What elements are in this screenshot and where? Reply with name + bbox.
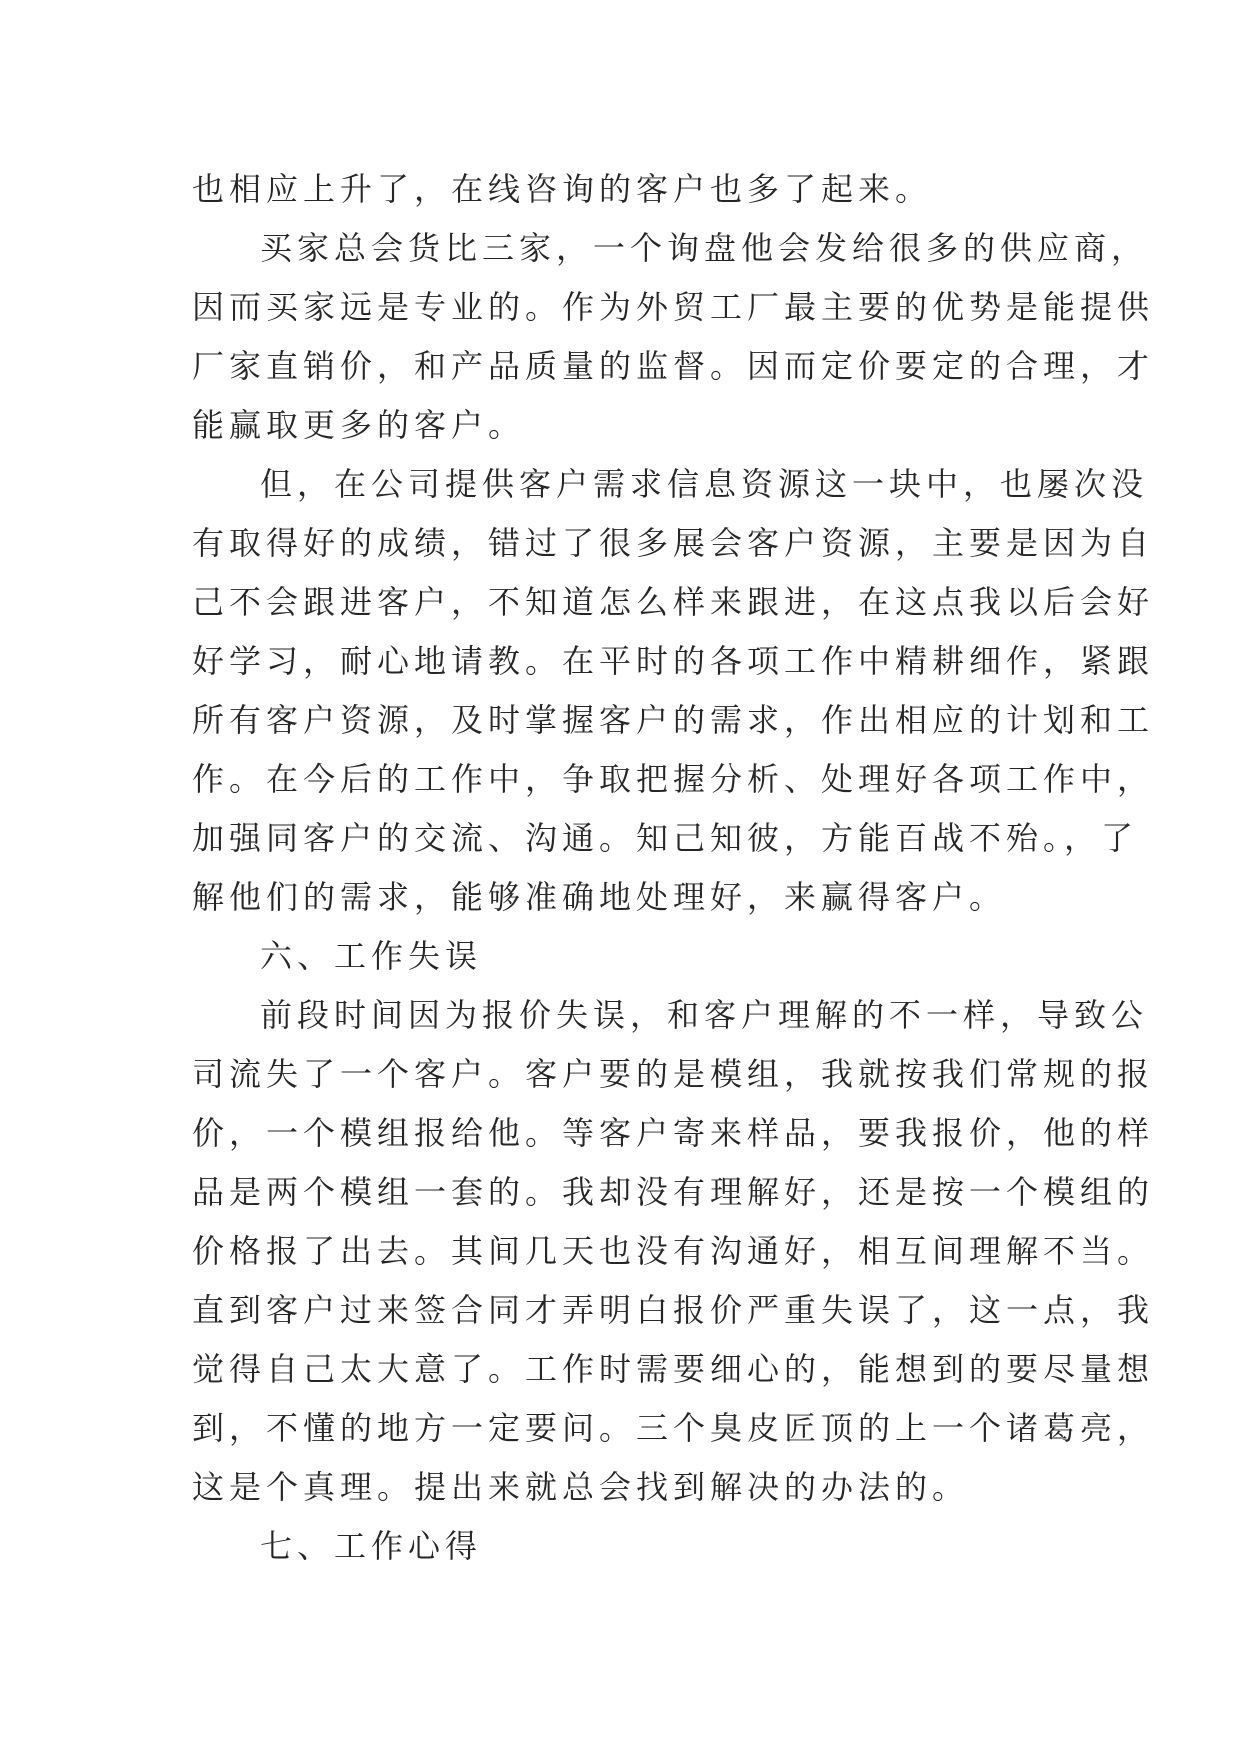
text-line: 好学习，耐心地请教。在平时的各项工作中精耕细作，紧跟: [192, 642, 1155, 680]
text-line: 司流失了一个客户。客户要的是模组，我就按我们常规的报: [192, 1055, 1155, 1093]
text-line: 这是个真理。提出来就总会找到解决的办法的。: [192, 1468, 970, 1506]
text-line: 价，一个模组报给他。等客户寄来样品，要我报价，他的样: [192, 1114, 1155, 1152]
document-body: [192, 160, 1155, 1576]
text-line: 作。在今后的工作中，争取把握分析、处理好各项工作中，: [192, 760, 1155, 798]
paragraph-start-line: 买家总会货比三家，一个询盘他会发给很多的供应商，: [260, 229, 1149, 267]
text-line: 所有客户资源，及时掌握客户的需求，作出相应的计划和工: [192, 701, 1155, 739]
text-line: 厂家直销价，和产品质量的监督。因而定价要定的合理，才: [192, 347, 1155, 385]
text-line: 己不会跟进客户，不知道怎么样来跟进，在这点我以后会好: [192, 583, 1155, 621]
text-line: 加强同客户的交流、沟通。知己知彼，方能百战不殆。，了: [192, 819, 1139, 857]
text-line: 品是两个模组一套的。我却没有理解好，还是按一个模组的: [192, 1173, 1155, 1211]
text-line: 觉得自己太大意了。工作时需要细心的，能想到的要尽量想: [192, 1350, 1155, 1388]
paragraph-start-line: 前段时间因为报价失误，和客户理解的不一样，导致公: [260, 996, 1149, 1034]
text-line: 直到客户过来签合同才弄明白报价严重失误了，这一点，我: [192, 1291, 1155, 1329]
paragraph-start-line: 但，在公司提供客户需求信息资源这一块中，也屡次没: [260, 465, 1149, 503]
section-heading-work-mistakes: 六、工作失误: [260, 937, 483, 975]
text-line: 也相应上升了，在线咨询的客户也多了起来。: [192, 170, 933, 208]
text-line: 解他们的需求，能够准确地处理好，来赢得客户。: [192, 878, 1007, 916]
section-heading-work-insights: 七、工作心得: [260, 1527, 483, 1565]
text-line: 价格报了出去。其间几天也没有沟通好，相互间理解不当。: [192, 1232, 1155, 1270]
text-line: 能赢取更多的客户。: [192, 406, 526, 444]
text-line: 有取得好的成绩，错过了很多展会客户资源，主要是因为自: [192, 524, 1155, 562]
text-line: 到，不懂的地方一定要问。三个臭皮匠顶的上一个诸葛亮，: [192, 1409, 1155, 1447]
text-line: 因而买家远是专业的。作为外贸工厂最主要的优势是能提供: [192, 288, 1155, 326]
